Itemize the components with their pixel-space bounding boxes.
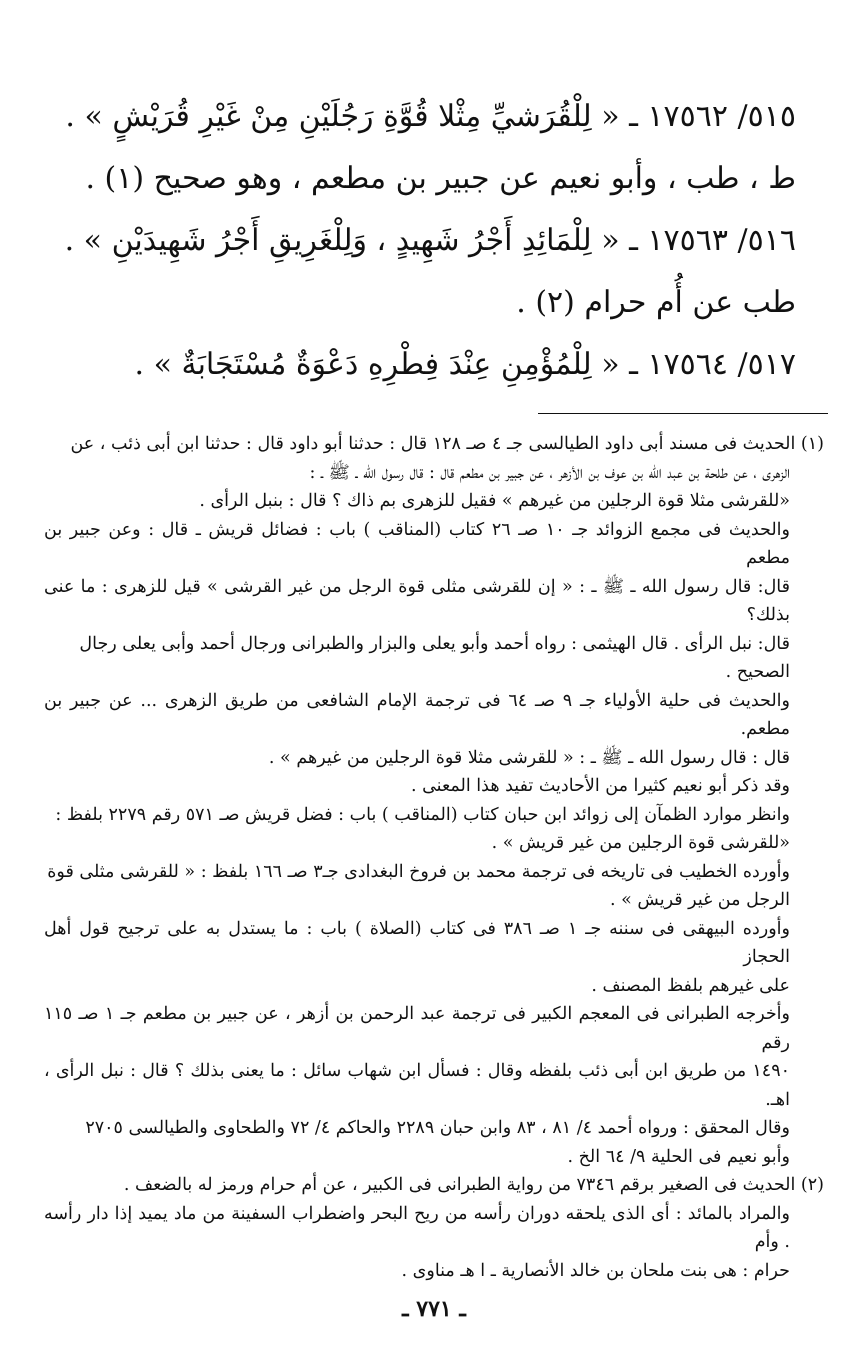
footnote-line: وقال المحقق : ورواه أحمد ٤/ ٨١ ، ٨٣ وابن حبان ٢٢٨٩ والحاكم ٤/ ٧٢ والطحاوى والطيالسى ٢٧٠٥ — [85, 1118, 790, 1138]
footnote-line: وانظر موارد الظمآن إلى زوائد ابن حبان كتاب (المناقب ) باب : فضل قريش صـ ٥٧١ رقم ٢٢٧٩ بلفظ : — [55, 804, 790, 825]
footnote-line: ١٤٩٠ من طريق ابن أبى ذئب بلفظه وقال : فسأل ابن شهاب سائل : ما يعنى بذلك ؟ قال : نبل الرأى ، اهـ. — [44, 1061, 790, 1110]
hadith-517: ٥١٧/ ١٧٥٦٤ ـ « لِلْمُؤْمِنِ عِنْدَ فِطْرِهِ دَعْوَةٌ مُسْتَجَابَةٌ » . — [134, 347, 796, 382]
footnote-line: قال : قال رسول الله ـ ﷺ ـ : « للقرشى مثلا قوة الرجلين من غيرهم » . — [268, 747, 790, 768]
footnote-line: وأبو نعيم فى الحلية ٩/ ٦٤ الخ . — [567, 1146, 790, 1167]
footnote-line: وقد ذكر أبو نعيم كثيرا من الأحاديث تفيد هذا المعنى . — [410, 776, 790, 796]
footnote-line: الزهرى ، عن طلحة بن عبد الله بن عوف بن الأزهر ، عن جبير بن مطعم قال : قال رسول الله ـ ﷺ ـ : — [309, 462, 790, 483]
hadith-516-source: طب عن أُم حرام (٢) . — [516, 285, 796, 320]
hadith-main-text — [40, 86, 796, 396]
page-number: ـ ٧٧١ ـ — [402, 1296, 466, 1322]
footnote-line: والمراد بالمائد : أى الذى يلحقه دوران رأسه من ريح البحر واضطراب السفينة من ماد يميد إذا دار رأسه . وأم — [44, 1203, 790, 1252]
footnote-line: وأورده الخطيب فى تاريخه فى ترجمة محمد بن فروخ البغدادى جـ٣ صـ ١٦٦ بلفظ : « للقرشى مثلى قوة — [47, 861, 790, 882]
footnote-2-line: (٢) الحديث فى الصغير برقم ٧٣٤٦ من رواية الطبرانى فى الكبير ، عن أم حرام ورمز له بالضعف . — [123, 1175, 824, 1195]
footnote-1-line: (١) الحديث فى مسند أبى داود الطيالسى جـ ٤ صـ ١٢٨ قال : حدثنا أبو داود قال : حدثنا ابن أبى ذئب ، عن — [70, 434, 824, 454]
footnote-line: وأورده البيهقى فى سننه جـ ١ صـ ٣٨٦ فى كتاب (الصلاة ) باب : ما يستدل به على ترجيح قول أهل الحجاز — [44, 918, 790, 967]
footnote-line: قال: قال رسول الله ـ ﷺ ـ : « إن للقرشى مثلى قوة الرجل من غير القرشى » قيل للزهرى : ما عنى بذلك؟ — [44, 576, 790, 625]
footnotes — [44, 430, 824, 1285]
footnote-line: «للقرشى قوة الرجلين من غير قريش » . — [491, 833, 790, 853]
hadith-515-source: ط ، طب ، وأبو نعيم عن جبير بن مطعم ، وهو صحيح (١) . — [85, 161, 796, 196]
footnote-line: والحديث فى مجمع الزوائد جـ ١٠ صـ ٢٦ كتاب (المناقب ) باب : فضائل قريش ـ قال : وعن جبير بن مطعم — [44, 519, 790, 568]
footnote-line: والحديث فى حلية الأولياء جـ ٩ صـ ٦٤ فى ترجمة الإمام الشافعى من طريق الزهرى ... عن جبير بن مطعم. — [44, 690, 790, 739]
footnote-line: على غيرهم بلفظ المصنف . — [591, 975, 790, 996]
footnote-line: الصحيح . — [725, 662, 790, 682]
footnote-divider — [538, 413, 828, 414]
footnote-line: قال: نبل الرأى . قال الهيثمى : رواه أحمد وأبو يعلى والبزار والطبرانى ورجال أحمد وأبى يعلى رجال — [79, 633, 790, 654]
footnote-line: حرام : هى بنت ملحان بن خالد الأنصارية ـ ا هـ مناوى . — [401, 1260, 790, 1281]
footnote-line: «للقرشى مثلا قوة الرجلين من غيرهم » فقيل للزهرى بم ذاك ؟ قال : بنبل الرأى . — [199, 491, 790, 511]
footnote-line: وأخرجه الطبرانى فى المعجم الكبير فى ترجمة عبد الرحمن بن أزهر ، عن جبير بن مطعم جـ ١ صـ ١١٥ رقم — [44, 1004, 790, 1053]
hadith-515: ٥١٥/ ١٧٥٦٢ ـ « لِلْقُرَشيِّ مِثْلا قُوَّةِ رَجُلَيْنِ مِنْ غَيْرِ قُرَيْشٍ » . — [65, 99, 796, 134]
footnote-line: الرجل من غير قريش » . — [610, 890, 790, 910]
hadith-516: ٥١٦/ ١٧٥٦٣ ـ « لِلْمَائِدِ أَجْرُ شَهِيدٍ ، وَلِلْغَرِيقِ أَجْرُ شَهِيدَيْنِ » . — [64, 223, 796, 258]
